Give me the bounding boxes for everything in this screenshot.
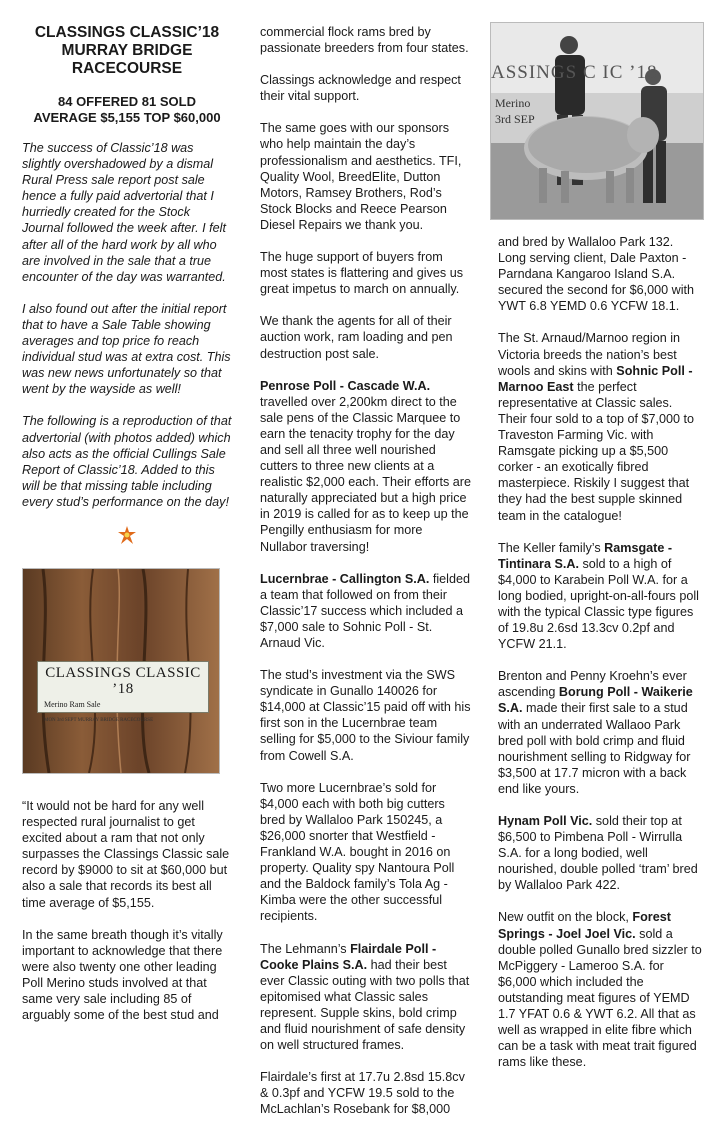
sale-summary-line-1: 84 OFFERED 81 SOLD <box>58 94 196 109</box>
column-2 <box>260 0 472 1133</box>
col2-paragraph-3: The same goes with our sponsors who help maintain the day’s professionalism and aesthetics. TFI, Quality Wool, BreedElite, Dutton Motors, Ramsey Brothers, Rod’s Stock Blocks and Reece Pearson Diesel Repairs we thank you. <box>260 121 462 232</box>
headline-line-1: CLASSINGS CLASSIC’18 <box>34 24 220 41</box>
col2-paragraph-4: The huge support of buyers from most states is flattering and gives us great impetus to march on annually. <box>260 250 463 297</box>
column-1 <box>22 0 232 1039</box>
stud-report: had their best ever Classic outing with two polls that epitomised what Classic sales represent. Supple skins, bold crimp and fluid nourishment of safe density on well structured frames. <box>260 957 470 1053</box>
headline-line-2: MURRAY BRIDGE <box>61 42 193 59</box>
headline <box>22 24 232 78</box>
col2-paragraph-2: Classings acknowledge and respect their vital support. <box>260 73 461 104</box>
stud-name: Borung Poll - Waikerie S.A. <box>498 685 693 716</box>
ramsgate-paragraph <box>498 540 704 653</box>
sale-summary-line-2: AVERAGE $5,155 TOP $60,000 <box>33 110 221 125</box>
intro-paragraph-1: The success of Classic’18 was slightly overshadowed by a dismal Rural Press sale report post sale hence a fully paid advertorial that I hurriedly created for the Stock Journal followed the week after. I felt after all of the hard work by all who are involved in the sale that a true encounter of the day was warranted. <box>22 141 226 284</box>
forest-springs-paragraph <box>498 909 704 1070</box>
col2-paragraph-1: commercial flock rams bred by passionate breeders from four states. <box>260 25 469 56</box>
stud-report: sold a double polled Gunallo bred sizzler to McPiggery - Lameroo S.A. for $6,000 which included the outstanding meat figures of YEMD 1.7 YFAT 0.6 & YWT 6.2. All that as well as wrapped in elite fibre which can be a task with meat trait figured rams like these. <box>498 926 702 1070</box>
lead-in: The Keller family’s <box>498 540 605 555</box>
headline-line-3: RACECOURSE <box>71 60 183 77</box>
borung-paragraph <box>498 668 704 797</box>
intro-paragraph-2: I also found out after the initial report that to have a Sale Table showing averages and top price fo reach individual stud was at extra cost. This was new news unfortunately so that went by the wayside as well! <box>22 301 231 397</box>
stud-name: Hynam Poll Vic. <box>498 814 593 828</box>
intro-paragraph-3: The following is a reproduction of that advertorial (with photos added) which also acts as the official Cullings Sale Report of Classic’18. Added to this will be that missing table including every stud’s performance on the day! <box>22 414 232 509</box>
quote-paragraph-1: “It would not be hard for any well respected rural journalist to get excited about a ram that not only surpasses the Classings Classic sale record by $9000 to sit at $60,000 but also a sale that records its best all time average of $5,155. <box>22 798 230 910</box>
stud-name: Penrose Poll - Cascade W.A. <box>260 378 431 393</box>
lead-in: Brenton and Penny Kroehn’s ever ascending <box>498 669 687 700</box>
stud-report: fielded a team that followed on from their Classic’17 success which included a $7,000 sale to Sohnic Poll - St. Arnaud Vic. <box>260 571 470 650</box>
stud-name: Flairdale Poll - Cooke Plains S.A. <box>260 941 437 972</box>
stud-name: Forest Springs - Joel Joel Vic. <box>498 910 671 941</box>
stud-report: made their first sale to a stud with an underrated Wallaoo Park bred poll with bold crimp and fluid nourishment selling to Ridgway for $3,500 at 17.7 micron with a back end like yours. <box>498 701 691 796</box>
lead-in: The St. Arnaud/Marnoo region in Victoria breeds the nation’s best wools and skins with <box>498 331 681 378</box>
col2-paragraph-5: We thank the agents for all of their auction work, ram loading and pen destruction post sale. <box>260 314 453 361</box>
stud-report: travelled over 2,200km direct to the sale pens of the Classic Marquee to earn the tenacity trophy for the day and sell all three well nourished cutters to three new clients at a realistic $2,000 each. Their efforts are naturally appreciated but a high price in 2019 is called for as to keep up the Pengilly enthusiasm for more Nullabor traversing! <box>260 394 471 554</box>
quote-paragraph-2: In the same breath though it’s vitally important to acknowledge that there were also twenty one other leading Poll Merino studs involved at that same very sale including 85 of arguably some of the best stud and <box>22 927 223 1023</box>
column-3 <box>491 0 704 1086</box>
banner-merino: Merino <box>495 96 531 110</box>
col3-paragraph-1: and bred by Wallaloo Park 132. Long serving client, Dale Paxton - Parndana Kangaroo Island S.A. secured the second for $6,000 with YWT 6.8 YEMD 0.6 YCFW 18.1. <box>498 235 695 314</box>
col2-paragraph-8: The stud’s investment via the SWS syndicate in Gunallo 140026 for $14,000 at Classic’15 paid off with his first son in the Lucernbrae team selling for $5,000 to the Siviour family from Cowell S.A. <box>260 668 471 763</box>
hynam-paragraph <box>498 813 704 893</box>
sohnic-paragraph <box>498 330 704 523</box>
lucernbrae-paragraph <box>260 571 472 651</box>
col2-paragraph-11: Flairdale’s first at 17.7u 2.8sd 15.8cv & 0.3pf and YCFW 19.5 sold to the McLachlan’s Rosebank for $8,000 <box>260 1070 465 1117</box>
banner-text: ASSINGS C IC ’18 <box>491 62 658 83</box>
banner-sub <box>495 95 535 127</box>
sale-sign-photo <box>22 568 220 774</box>
stud-report: sold their top at $6,500 to Pimbena Poll - Wirrulla S.A. for a long bodied, well nourished, double polled ‘tram’ bred by Wallaloo Park 422. <box>498 814 698 893</box>
sign-title: CLASSINGS CLASSIC ’18 <box>45 664 201 698</box>
stud-report: sold to a high of $4,000 to Karabein Poll W.A. for a long bodied, upright-on-all-fours poll with the typical Classic type figures of 19.8u 2.6sd 13.3cv 0.2pf and YCFW 21.1. <box>498 556 699 652</box>
sparkle-divider-icon <box>22 526 232 544</box>
sale-summary <box>22 94 232 126</box>
banner-date: 3rd SEP <box>495 112 535 127</box>
flairdale-paragraph <box>260 941 472 1054</box>
stud-report: the perfect representative at Classic sales. Their four sold to a top of $7,000 to Traveston Farming Vic. with Ramsgate picking up a $5,500 corker - an exotically fibred masterpiece. Riskily I suggest that they had the best supple skinned team in the catalogue! <box>498 379 695 523</box>
sale-sign <box>37 661 209 724</box>
col2-paragraph-9: Two more Lucernbrae’s sold for $4,000 each with both big cutters bred by Wallaloo Park 150245, a $26,000 snorter that Westfield - Frankland W.A. bought in 2016 on property. Quality spy Nantoura Poll and the Baldock family’s Tola Ag - Kimba were the other successful recipients. <box>260 780 455 924</box>
lead-in: The Lehmann’s <box>260 941 351 956</box>
stud-name: Lucernbrae - Callington S.A. <box>260 571 430 586</box>
sign-details: MON 3rd SEPT MURRAY BRIDGE RACECOURSE <box>44 718 154 724</box>
stud-name: Ramsgate - Tintinara S.A. <box>498 540 673 571</box>
penrose-paragraph <box>260 378 472 555</box>
sign-subtitle: Merino Ram Sale <box>44 700 101 710</box>
stud-name: Sohnic Poll - Marnoo East <box>498 363 693 394</box>
lead-in: New outfit on the block, <box>498 910 633 925</box>
ram-photo <box>490 22 704 220</box>
